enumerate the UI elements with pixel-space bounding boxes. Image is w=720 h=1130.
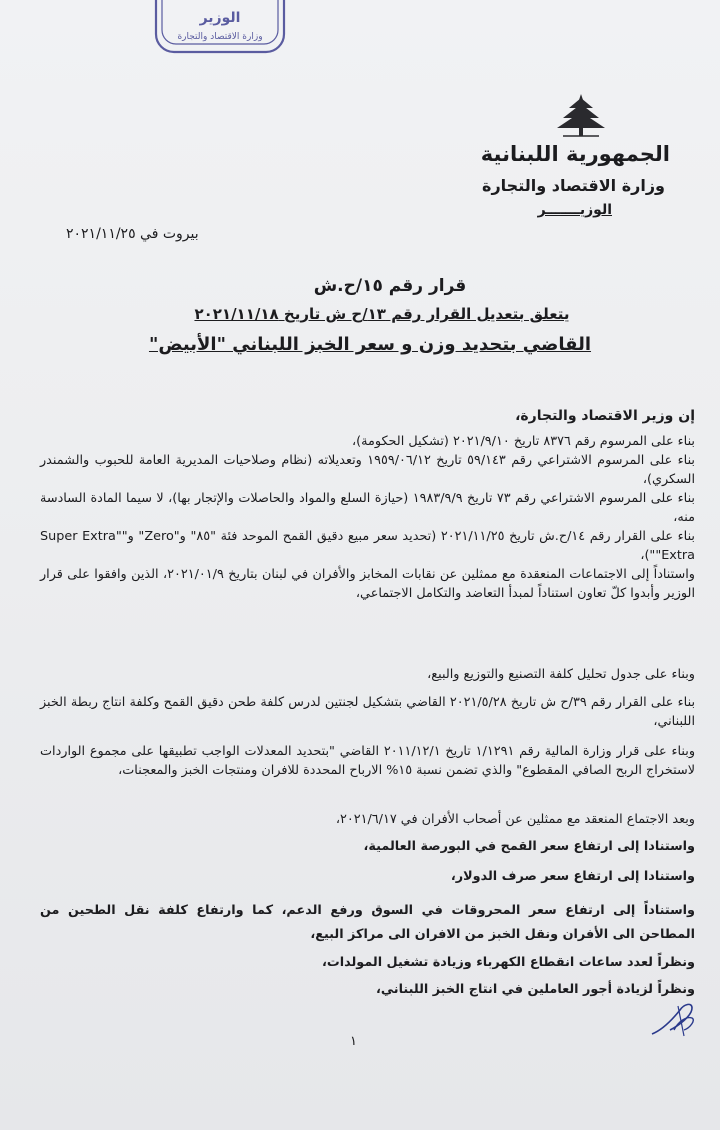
recital-paragraph: واستنادا إلى ارتفاع سعر صرف الدولار، (450, 868, 695, 884)
recital-paragraph: بناء على القرار رقم ١٤/ح.ش تاريخ ٢٠٢١/١١/٢٥ (تحديد سعر مبيع دقيق القمح الموحد فئة "٨٥" و"Zero" و"Super Extra" "Extra")، (40, 529, 695, 563)
decision-subject-detail: القاضي بتحديد وزن و سعر الخبز اللبناني "الأبيض" (148, 334, 592, 355)
recital-paragraph: بناء على المرسوم الاشتراعي رقم ٥٩/١٤٣ تاريخ ١٩٥٩/٠٦/١٢ وتعديلاته (نظام وصلاحيات المديرية العامة للحبوب والشمندر السكري)، (40, 453, 695, 487)
republic-name: الجمهورية اللبنانية (480, 142, 670, 166)
svg-text:الوزير: الوزير (199, 10, 241, 26)
recital-paragraph: ونظراً لزيادة أجور العاملين في انتاج الخبز اللبناني، (375, 981, 695, 997)
recital-paragraph: واستنادا إلى ارتفاع سعر القمح في البورصة العالمية، (363, 838, 695, 854)
svg-text:وزارة الاقتصاد والتجارة: وزارة الاقتصاد والتجارة (177, 32, 263, 42)
minister-label: الوزيـــــــر (537, 202, 612, 218)
decision-subject: يتعلق بتعديل القرار رقم ١٣/ح ش تاريخ ٢٠٢١/١١/١٨ (194, 305, 570, 323)
recitals-block-1 (40, 432, 695, 603)
recital-paragraph: ونظراً لعدد ساعات انقطاع الكهرباء وزيادة تشغيل المولدات، (322, 954, 695, 970)
ministry-name: وزارة الاقتصاد والتجارة (482, 176, 665, 195)
recital-paragraph: واستناداً إلى ارتفاع سعر المحروقات في السوق ورفع الدعم، كما وارتفاع كلفة نقل الطحين من المطاحن الى الأفران ونقل الخبز من الافران الى مراكز البيع، (40, 902, 695, 942)
document-date: بيروت في ٢٠٢١/١١/٢٥ (66, 226, 199, 242)
recital-paragraph: بناء على المرسوم رقم ٨٣٧٦ تاريخ ٢٠٢١/٩/١٠ (تشكيل الحكومة)، (352, 434, 695, 449)
recital-paragraph: بناء على المرسوم الاشتراعي رقم ٧٣ تاريخ ١٩٨٣/٩/٩ (حيازة السلع والمواد والحاصلات والإتجار بها)، لا سيما المادة السادسة منه، (40, 491, 695, 525)
recital-paragraph: بناء على القرار رقم ٣٩/ح ش تاريخ ٢٠٢١/٥/٢٨ القاضي بتشكيل لجنتين لدرس كلفة طحن دقيق القمح وكلفة انتاج ربطة الخبز اللبناني، (40, 694, 696, 729)
initials-signature (648, 1000, 704, 1040)
page-number: ١ (350, 1034, 357, 1049)
decision-number: قرار رقم ١٥/ح.ش (313, 276, 467, 296)
recital-paragraph: واستناداً إلى الاجتماعات المنعقدة مع ممثلين عن نقابات المخابز والأفران في لبنان بتاريخ ٢٠٢١/٠١/٩، الذين وافقوا على قرار الوزير وأبدوا كلّ تعاون استناداً لمبدأ التعاضد والتكامل الاجتماعي، (40, 567, 695, 601)
recital-paragraph: وبعد الاجتماع المنعقد مع ممثلين عن أصحاب الأفران في ٢٠٢١/٦/١٧، (335, 811, 695, 827)
recital-paragraph: وبناء على قرار وزارة المالية رقم ١/١٢٩١ تاريخ ٢٠١١/١٢/١ القاضي "بتحديد المعدلات الواجب تطبيقها على مجموع الواردات لاستخراج الربح الصافي المقطوع" والذي تضمن نسبة ١٥% الارباح المحددة للافران ومنتجات الخبز والمعجنات، (40, 743, 695, 778)
recital-paragraph: وبناء على جدول تحليل كلفة التصنيع والتوزيع والبيع، (427, 666, 695, 682)
ministry-stamp (150, 0, 290, 60)
intro-line: إن وزير الاقتصاد والتجارة، (515, 408, 695, 424)
cedar-emblem (553, 92, 609, 138)
